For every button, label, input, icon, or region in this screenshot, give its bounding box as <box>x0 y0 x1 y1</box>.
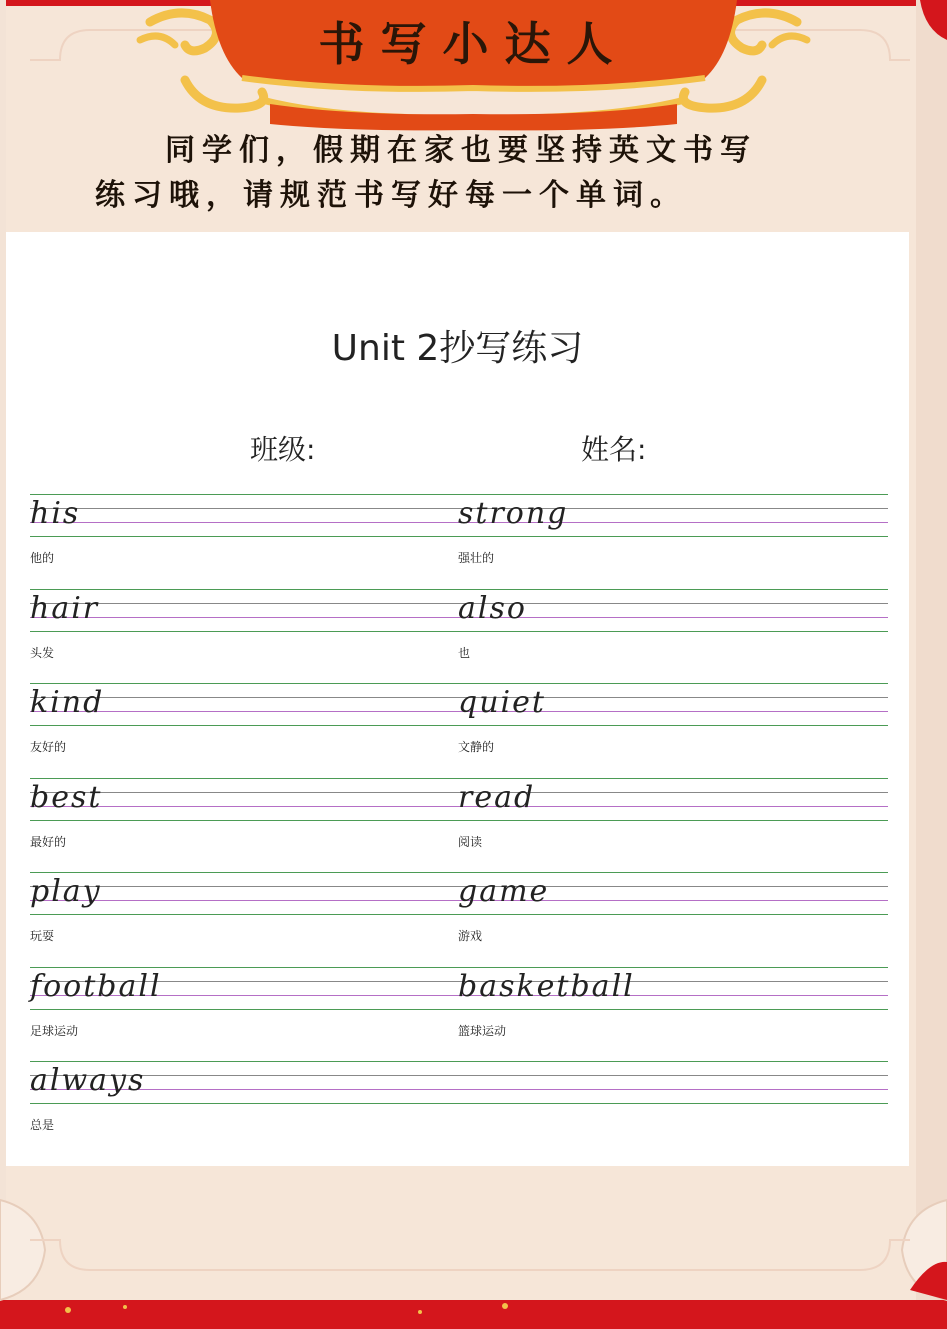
word-left: hair <box>30 590 100 626</box>
guide-line <box>30 725 888 726</box>
writing-row <box>30 872 888 943</box>
writing-row <box>30 967 888 1038</box>
word-left: play <box>30 874 102 909</box>
word-meaning-right: 游戏 <box>458 929 483 943</box>
worksheet-title: Unit 2抄写练习 <box>331 328 584 369</box>
name-label: 姓名: <box>581 433 647 466</box>
writing-row <box>30 1061 888 1132</box>
word-left: always <box>30 1063 146 1098</box>
word-meaning-left: 最好的 <box>30 834 67 849</box>
writing-row <box>30 589 888 660</box>
word-meaning-right: 强壮的 <box>458 551 495 565</box>
intro-line-2: 练习哦，请规范书写好每一个单词。 <box>95 178 687 213</box>
guide-line <box>30 1061 888 1062</box>
guide-line <box>30 1103 888 1104</box>
word-right: read <box>458 779 536 815</box>
word-meaning-right: 也 <box>458 645 471 660</box>
word-meaning-left: 友好的 <box>30 740 67 754</box>
word-right: game <box>458 874 550 909</box>
word-left: best <box>30 779 103 815</box>
word-meaning-right: 阅读 <box>458 834 483 849</box>
guide-line <box>30 631 888 632</box>
guide-line <box>30 914 888 915</box>
word-meaning-left: 头发 <box>30 645 55 660</box>
word-left: kind <box>30 685 105 720</box>
writing-row <box>30 778 888 849</box>
intro-line-1: 同学们，假期在家也要坚持英文书写 <box>165 133 757 168</box>
guide-line <box>30 1089 888 1090</box>
guide-line <box>30 1009 888 1010</box>
class-label: 班级: <box>250 433 316 466</box>
worksheet <box>6 232 909 1166</box>
word-meaning-right: 文静的 <box>458 740 495 754</box>
word-meaning-left: 他的 <box>30 551 55 565</box>
guide-line <box>30 536 888 537</box>
writing-grid <box>6 232 909 1166</box>
guide-line <box>30 1075 888 1076</box>
word-meaning-left: 足球运动 <box>30 1023 79 1038</box>
word-meaning-left: 玩耍 <box>30 929 55 943</box>
intro-text <box>95 128 825 218</box>
guide-line <box>30 820 888 821</box>
word-right: quiet <box>458 685 546 720</box>
banner-title: 书写小达人 <box>318 17 629 71</box>
word-right: also <box>458 590 527 626</box>
bottom-margin <box>0 1166 947 1329</box>
word-left: football <box>30 968 162 1004</box>
word-left: his <box>30 496 81 531</box>
word-meaning-left: 总是 <box>30 1118 55 1132</box>
writing-row <box>30 494 888 565</box>
writing-row <box>30 683 888 754</box>
word-right: strong <box>458 496 569 531</box>
word-right: basketball <box>458 968 635 1004</box>
word-meaning-right: 篮球运动 <box>458 1023 507 1038</box>
